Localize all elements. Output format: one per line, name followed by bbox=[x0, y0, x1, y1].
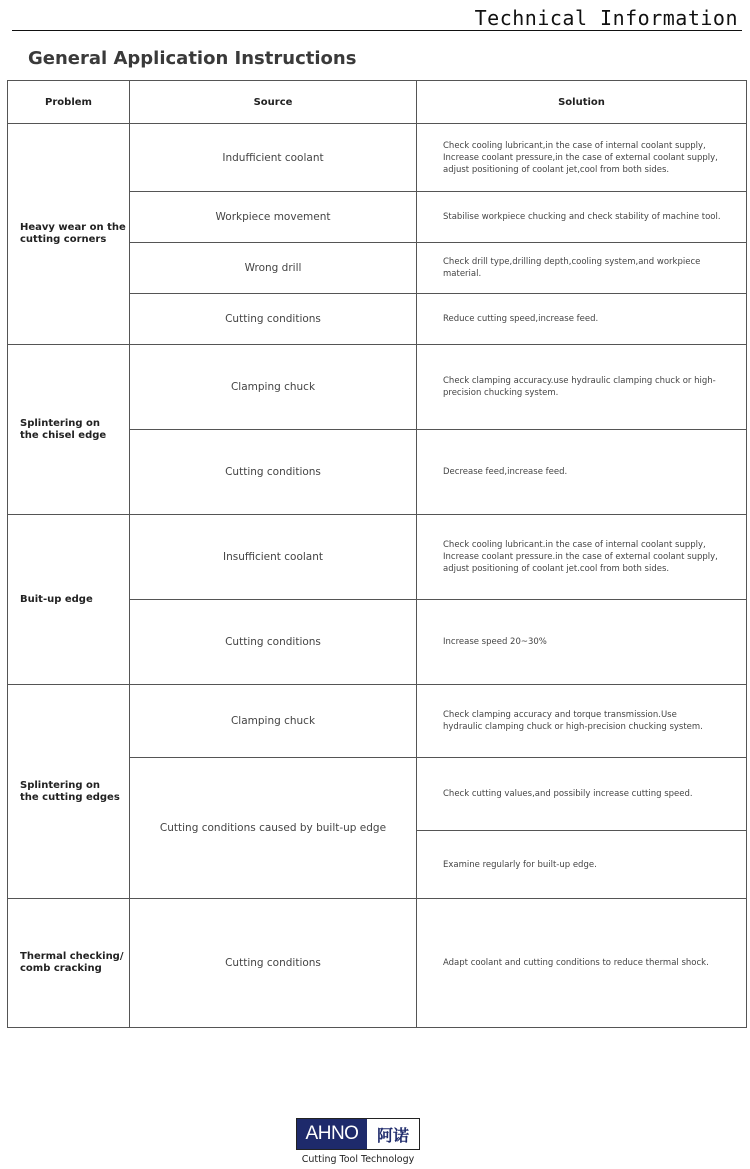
problem-cell bbox=[8, 899, 130, 1028]
source-cell: Cutting conditions bbox=[130, 600, 417, 685]
source-cell: Clamping chuck bbox=[130, 685, 417, 758]
source-cell: Cutting conditions bbox=[130, 430, 417, 515]
table-row bbox=[8, 899, 747, 1028]
solution-cell bbox=[417, 124, 747, 192]
header-problem: Problem bbox=[8, 81, 130, 124]
solution-cell bbox=[417, 899, 747, 1028]
company-logo bbox=[296, 1118, 422, 1165]
solution-cell bbox=[417, 294, 747, 345]
table-row bbox=[8, 685, 747, 758]
solution-cell bbox=[417, 515, 747, 600]
logo-mark bbox=[296, 1118, 420, 1150]
solution-text: Increase speed 20~30% bbox=[443, 637, 547, 647]
header-rule bbox=[12, 30, 742, 31]
solution-text: Check cutting values,and possibily increase cutting speed. bbox=[443, 789, 693, 799]
source-cell: Cutting conditions bbox=[130, 899, 417, 1028]
solution-cell bbox=[417, 758, 747, 831]
source-cell: Cutting conditions bbox=[130, 294, 417, 345]
solution-cell bbox=[417, 192, 747, 243]
solution-text: Reduce cutting speed,increase feed. bbox=[443, 314, 599, 324]
problem-text: Heavy wear on the cutting corners bbox=[20, 222, 126, 245]
problem-text: Thermal checking/ comb cracking bbox=[20, 951, 124, 974]
solution-cell bbox=[417, 243, 747, 294]
solution-text: Adapt coolant and cutting conditions to reduce thermal shock. bbox=[443, 958, 709, 968]
problem-cell bbox=[8, 515, 130, 685]
solution-text: Check clamping accuracy.use hydraulic clamping chuck or high- precision chucking system. bbox=[443, 376, 716, 398]
source-cell: Induﬃcient coolant bbox=[130, 124, 417, 192]
logo-brand-en: AHNO bbox=[297, 1119, 367, 1149]
problem-text: Splintering on the chisel edge bbox=[20, 417, 107, 441]
solution-cell bbox=[417, 831, 747, 899]
source-cell: Workpiece movement bbox=[130, 192, 417, 243]
header-source: Source bbox=[130, 81, 417, 124]
application-instructions-table bbox=[7, 80, 747, 1028]
table-row bbox=[8, 124, 747, 192]
solution-text: Stabilise workpiece chucking and check stability of machine tool. bbox=[443, 212, 721, 222]
solution-cell bbox=[417, 600, 747, 685]
table-row bbox=[8, 515, 747, 600]
section-title: General Application Instructions bbox=[28, 48, 357, 69]
logo-brand-cn: 阿诺 bbox=[367, 1119, 419, 1149]
table-row bbox=[8, 345, 747, 430]
solution-text: Check cooling lubricant.in the case of internal coolant supply, Increase coolant pressure.in the case of external coolant supply, adjust positioning of coolant jet.cool from both sides. bbox=[443, 540, 718, 574]
source-cell: Cutting conditions caused by built-up edge bbox=[130, 758, 417, 899]
solution-cell bbox=[417, 430, 747, 515]
solution-cell bbox=[417, 345, 747, 430]
solution-text: Check drill type,drilling depth,cooling system,and workpiece material. bbox=[443, 257, 701, 279]
solution-cell bbox=[417, 685, 747, 758]
problem-cell bbox=[8, 345, 130, 515]
problem-cell bbox=[8, 685, 130, 899]
solution-text: Decrease feed,increase feed. bbox=[443, 467, 568, 477]
source-cell: Wrong drill bbox=[130, 243, 417, 294]
problem-cell bbox=[8, 124, 130, 345]
solution-text: Check cooling lubricant,in the case of internal coolant supply, Increase coolant pressure,in the case of external coolant supply, adjust positioning of coolant jet,cool from both sides. bbox=[443, 140, 718, 175]
header-solution: Solution bbox=[417, 81, 747, 124]
problem-text: Buit-up edge bbox=[20, 593, 93, 605]
solution-text: Check clamping accuracy and torque transmission.Use hydraulic clamping chuck or high-precision chucking system. bbox=[443, 710, 703, 732]
solution-text: Examine regularly for built-up edge. bbox=[443, 859, 597, 870]
source-cell: Insuﬃcient coolant bbox=[130, 515, 417, 600]
page-header-title: Technical Information bbox=[474, 6, 738, 30]
table-header-row bbox=[8, 81, 747, 124]
problem-text: Splintering on the cutting edges bbox=[20, 779, 120, 803]
logo-caption: Cutting Tool Technology bbox=[301, 1154, 415, 1165]
source-cell: Clamping chuck bbox=[130, 345, 417, 430]
